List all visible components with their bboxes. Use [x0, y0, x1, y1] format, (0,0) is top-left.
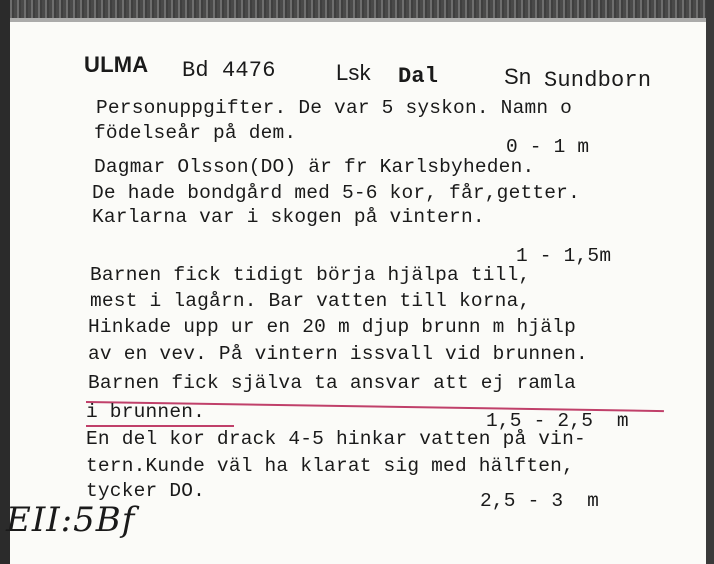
depth-range-1: 0 - 1 m	[506, 136, 590, 158]
text-line-11: i brunnen.	[86, 401, 206, 423]
handwritten-signature: EII:5Bf	[6, 500, 136, 540]
text-line-5: Karlarna var i skogen på vintern.	[92, 206, 485, 228]
text-line-3: Dagmar Olsson(DO) är fr Karlsbyheden.	[94, 156, 535, 178]
card-left-edge	[0, 0, 10, 564]
card-top-edge-shadow	[0, 18, 714, 22]
text-line-6: Barnen fick tidigt börja hjälpa till,	[90, 264, 531, 286]
text-line-12: En del kor drack 4-5 hinkar vatten på vin-	[86, 428, 586, 450]
depth-range-4: 2,5 - 3 m	[480, 490, 600, 512]
text-line-10: Barnen fick själva ta ansvar att ej ramla	[88, 372, 576, 394]
text-line-1: Personuppgifter. De var 5 syskon. Namn o	[96, 97, 573, 119]
text-line-14: tycker DO.	[86, 480, 206, 502]
sn-value: Sundborn	[544, 68, 652, 93]
archive-name: ULMA	[84, 52, 149, 77]
highlight-underline-2	[86, 425, 234, 427]
bd-label: Bd	[182, 58, 209, 83]
sn-label: Sn	[504, 64, 532, 89]
lsk-label: Lsk	[336, 60, 371, 85]
card-top-edge	[0, 0, 714, 18]
bd-number: 4476	[222, 58, 276, 83]
text-line-4: De hade bondgård med 5-6 kor, får,getter.	[92, 182, 580, 204]
depth-range-2: 1 - 1,5m	[516, 245, 612, 267]
text-line-13: tern.Kunde väl ha klarat sig med hälften,	[86, 455, 574, 477]
lsk-value: Dal	[398, 64, 439, 89]
card-right-edge	[706, 0, 714, 564]
depth-range-3: 1,5 - 2,5 m	[486, 410, 629, 432]
text-line-2: födelseår på dem.	[94, 122, 297, 144]
text-line-7: mest i lagårn. Bar vatten till korna,	[90, 290, 531, 312]
text-line-8: Hinkade upp ur en 20 m djup brunn m hjälp	[88, 316, 576, 338]
text-line-9: av en vev. På vintern issvall vid brunnen.	[88, 343, 588, 365]
